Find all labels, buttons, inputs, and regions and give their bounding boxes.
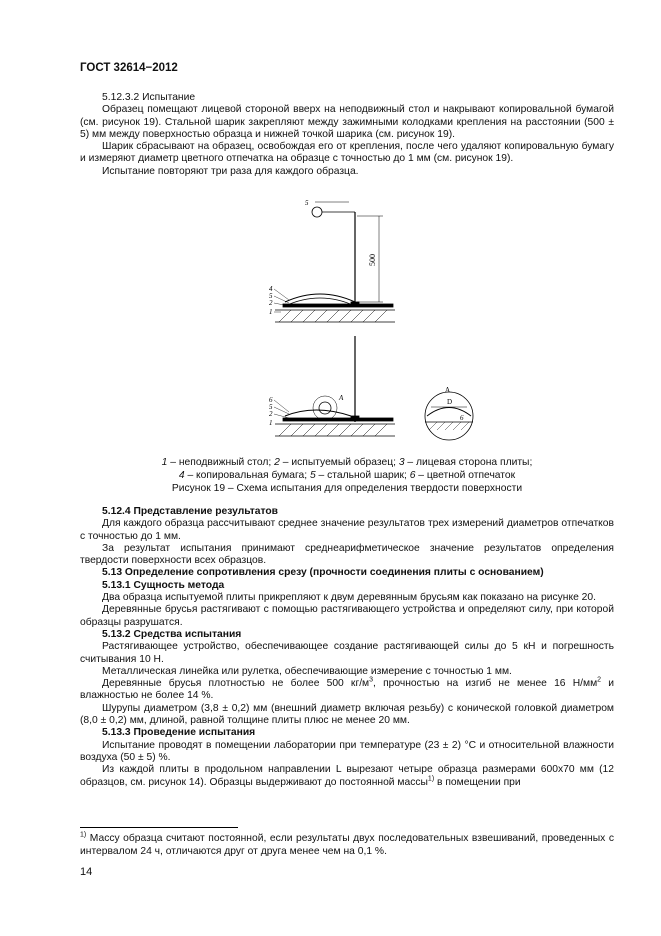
paragraph: Два образца испытуемой плиты прикрепляют к двум деревянным брусьям как показано на рисунке 20. [102, 592, 596, 604]
legend-num: 4 [178, 470, 185, 481]
paragraph: За результат испытания принимают среднеарифметическое значение результатов определения твердости поверхности всех образцов. [80, 542, 614, 567]
legend-text: – копировальная бумага; [184, 470, 310, 481]
legend-num: 1 [161, 457, 168, 468]
table-hatch [279, 424, 387, 436]
leader-line [274, 414, 289, 418]
figure-title: Рисунок 19 – Схема испытания для определения твердости поверхности [171, 483, 523, 494]
text-run: Из каждой плиты в продольном направлении L вырезают четыре образца размерами 600х70 мм (12 образцов, см. рисунок 14). Образцы выдерживают до постоянной массы [80, 764, 614, 788]
footnote-mark: 1) [80, 831, 87, 839]
legend-text: – лицевая сторона плиты; [404, 457, 533, 468]
detail-callout-circle [313, 396, 337, 420]
legend-line-2 [80, 469, 614, 482]
superscript: 2 [597, 676, 602, 684]
figure-19-diagram [255, 194, 495, 446]
label-5b: 5 [269, 292, 273, 300]
footnote-text: Массу образца считают постоянной, если результаты двух последовательных взвешиваний, проведенных с интервалом 24 ч, отличаются друг от друга менее чем на 0,1 %. [80, 833, 614, 857]
section-5-12-4 [80, 506, 614, 789]
post-base [351, 302, 359, 306]
text-run: и влажностью не более 14 %. [80, 678, 614, 702]
detail-label-d: D [447, 398, 453, 406]
legend-text: – испытуемый образец; [279, 457, 399, 468]
paragraph [80, 764, 614, 789]
superscript: 3 [369, 676, 374, 684]
detail-a-title: A [445, 386, 451, 394]
detail-hatch [429, 422, 469, 430]
section-title: 5.12.3.2 Испытание [102, 92, 196, 103]
legend-text: – стальной шарик; [315, 470, 410, 481]
legend-num: 2 [274, 457, 280, 468]
imprint-profile [427, 408, 471, 417]
detail-ref-a: A [339, 394, 344, 402]
subsection-title: 5.13.3 Проведение испытания [102, 727, 256, 739]
dimension-500: 500 [368, 254, 377, 266]
footnote-separator [80, 827, 238, 828]
subsection-title: 5.13.2 Средства испытания [102, 628, 242, 640]
paragraph: Деревянные брусья растягивают с помощью растягивающего устройства и определяют силу, при которой образцы разрушатся. [80, 604, 614, 628]
section-title: 5.12.4 Представление результатов [102, 506, 278, 517]
post-base [351, 416, 359, 420]
paragraph: Для каждого образца рассчитывают среднее значение результатов трех измерений диаметров отпечатков с точностью до 1 мм. [80, 518, 614, 542]
steel-ball [319, 402, 331, 414]
leader-line [274, 289, 289, 300]
paragraph: Шурупы диаметром (3,8 ± 0,2) мм (внешний диаметр включая резьбу) с конической головкой диаметром (8,0 ± 0,2) мм, длиной, равной толщине плиты плюс не менее 20 мм. [80, 702, 614, 727]
paragraph: Образец помещают лицевой стороной вверх на неподвижный стол и накрывают копировальной бумагой (см. рисунок 19). Стальной шарик закрепляют между зажимными колодками крепления на расстоянии (500 ± 5) мм между поверхностью образца и нижней точкой шарика (см. рисунок 19). [80, 104, 614, 140]
label-2: 2 [269, 410, 273, 418]
label-1: 1 [269, 419, 273, 427]
test-specimen [283, 304, 393, 307]
section-title: 5.13 Определение сопротивления срезу (прочности соединения плиты с основанием) [102, 567, 544, 579]
paragraph: Шарик сбрасывают на образец, освобождая его от крепления, после чего удаляют копировальную бумагу и измеряют диаметр цветного отпечатка на образце с точностью до 1 мм (см. рисунок 19). [80, 141, 614, 165]
label-1: 1 [269, 308, 273, 316]
test-specimen [283, 418, 393, 421]
legend-num: 3 [398, 457, 405, 468]
label-6: 6 [269, 396, 273, 404]
legend-text: – неподвижный стол; [167, 457, 275, 468]
detail-label-6: 6 [460, 414, 464, 422]
leader-line [274, 296, 289, 303]
paragraph: Испытание проводят в помещении лаборатории при температуре (23 ± 2) °С и относительной влажности воздуха (50 ± 5) %. [80, 739, 614, 763]
legend-text: – цветной отпечаток [415, 470, 516, 481]
section-5-12-3-2 [80, 92, 614, 178]
legend-num: 5 [309, 470, 316, 481]
table-hatch [279, 310, 387, 322]
paragraph: Металлическая линейка или рулетка, обеспечивающие измерение с точностью 1 мм. [102, 665, 512, 677]
text-run: в помещении при [434, 776, 521, 788]
legend-num: 6 [409, 470, 416, 481]
paragraph: Растягивающее устройство, обеспечивающее создание растягивающей силы до 5 кН и погрешность считывания 10 Н. [80, 641, 614, 665]
paragraph [80, 678, 614, 703]
footnote [80, 832, 614, 858]
legend-line-1 [80, 456, 614, 469]
text-run: Деревянные брусья плотностью не более 500 кг/м [102, 678, 370, 690]
label-2: 2 [269, 299, 273, 307]
label-5: 5 [269, 403, 273, 411]
page-number: 14 [80, 866, 93, 878]
subsection-title: 5.13.1 Сущность метода [102, 579, 225, 591]
steel-ball [312, 207, 322, 217]
footnote-ref: 1) [427, 775, 435, 783]
label-5: 5 [305, 199, 309, 207]
label-4: 4 [269, 285, 273, 293]
leader-line [274, 407, 289, 414]
paragraph: Испытание повторяют три раза для каждого образца. [102, 165, 359, 177]
leader-line [274, 400, 289, 412]
figure-caption [80, 456, 614, 495]
carbon-paper [285, 410, 351, 416]
document-header: ГОСТ 32614−2012 [80, 62, 178, 74]
text-run: , прочностью на изгиб не менее 16 Н/мм [373, 678, 598, 690]
